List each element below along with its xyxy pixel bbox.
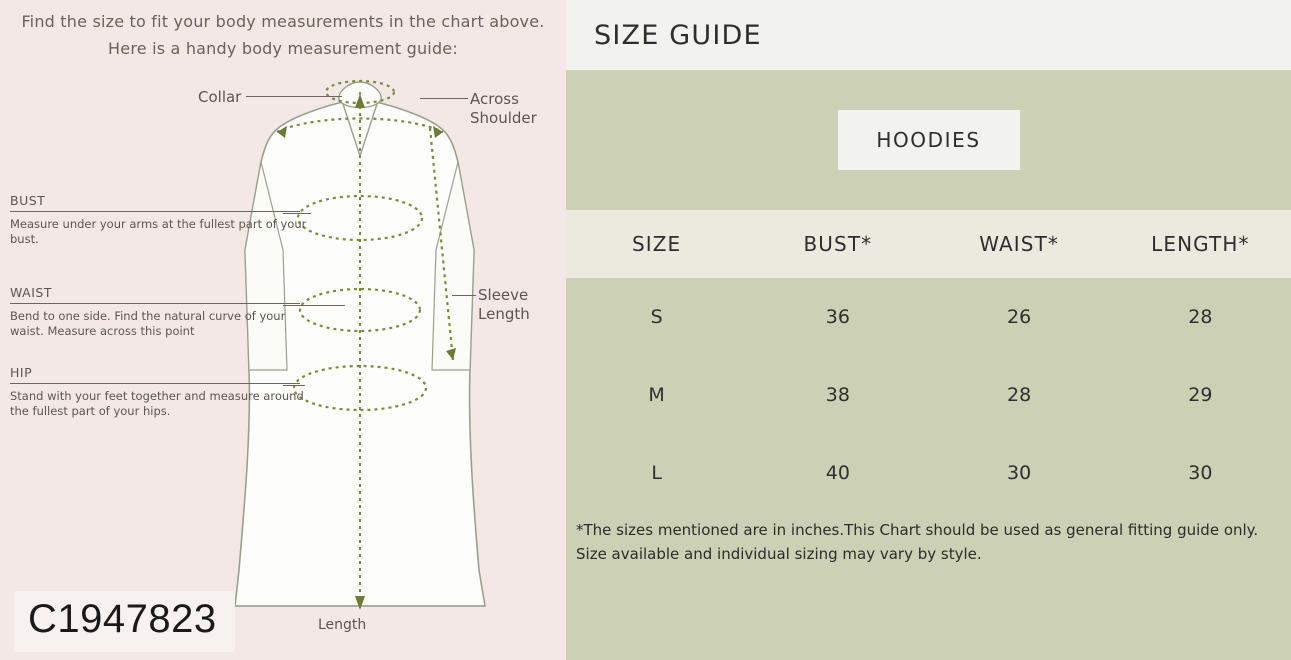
- measurement-waist-text: Bend to one side. Find the natural curve of your waist. Measure across this point: [10, 309, 286, 338]
- size-chart-body: [566, 278, 1291, 512]
- product-code-badge: C1947823: [14, 591, 235, 652]
- cell-waist: 28: [929, 356, 1110, 434]
- page-title: SIZE GUIDE: [594, 19, 762, 51]
- cell-size: S: [566, 278, 747, 356]
- cell-length: 30: [1110, 434, 1291, 512]
- cell-bust: 38: [747, 356, 928, 434]
- size-guide-header: [566, 0, 1291, 70]
- callout-length: Length: [318, 617, 367, 633]
- table-row: [566, 434, 1291, 512]
- cell-bust: 36: [747, 278, 928, 356]
- size-chart-table: [566, 210, 1291, 512]
- table-row: [566, 356, 1291, 434]
- column-header-size: SIZE: [631, 232, 682, 256]
- measurement-bust-rule: [10, 211, 300, 212]
- leader-line-waist: [283, 305, 345, 306]
- garment-illustration: [225, 70, 495, 635]
- cell-length: 28: [1110, 278, 1291, 356]
- leader-line-hip: [283, 385, 305, 386]
- column-header-waist: WAIST*: [979, 232, 1060, 256]
- measurement-waist-title: WAIST: [10, 285, 52, 300]
- size-guide-panel: [566, 0, 1291, 660]
- cell-bust: 40: [747, 434, 928, 512]
- size-chart-footnote: *The sizes mentioned are in inches.This Chart should be used as general fitting guide only. Size available and individual sizing may vary by style.: [576, 521, 1259, 563]
- leader-line-collar: [246, 96, 342, 97]
- measurement-waist: [10, 285, 310, 339]
- leader-line-sleeve: [452, 295, 476, 296]
- callout-sleeve-length: Sleeve Length: [478, 286, 530, 323]
- measurement-bust: [10, 193, 310, 247]
- cell-size: M: [566, 356, 747, 434]
- table-row: [566, 278, 1291, 356]
- guide-heading: [0, 8, 566, 62]
- guide-heading-line2: Here is a handy body measurement guide:: [108, 39, 458, 58]
- callout-across-shoulder: Across Shoulder: [470, 90, 537, 127]
- measurement-bust-text: Measure under your arms at the fullest part of your bust.: [10, 217, 307, 246]
- garment-svg: [225, 70, 495, 630]
- category-label: HOODIES: [838, 110, 1020, 170]
- measurement-hip-rule: [10, 383, 300, 384]
- measurement-bust-title: BUST: [10, 193, 46, 208]
- callout-collar: Collar: [198, 88, 242, 106]
- measurement-hip-title: HIP: [10, 365, 33, 380]
- table-header-row: [566, 210, 1291, 278]
- category-band: [566, 70, 1291, 210]
- leader-line-bust: [283, 213, 311, 214]
- leader-line-across-shoulder: [420, 98, 468, 99]
- size-chart-head: [566, 210, 1291, 278]
- cell-waist: 26: [929, 278, 1110, 356]
- cell-waist: 30: [929, 434, 1110, 512]
- guide-heading-line1: Find the size to fit your body measurements in the chart above.: [21, 12, 545, 31]
- column-header-bust: BUST*: [803, 232, 873, 256]
- measurement-waist-rule: [10, 303, 300, 304]
- body-measurement-guide-panel: [0, 0, 566, 660]
- column-header-length: LENGTH*: [1151, 232, 1250, 256]
- measurement-hip-text: Stand with your feet together and measure around the fullest part of your hips.: [10, 389, 304, 418]
- cell-length: 29: [1110, 356, 1291, 434]
- cell-size: L: [566, 434, 747, 512]
- measurement-hip: [10, 365, 310, 419]
